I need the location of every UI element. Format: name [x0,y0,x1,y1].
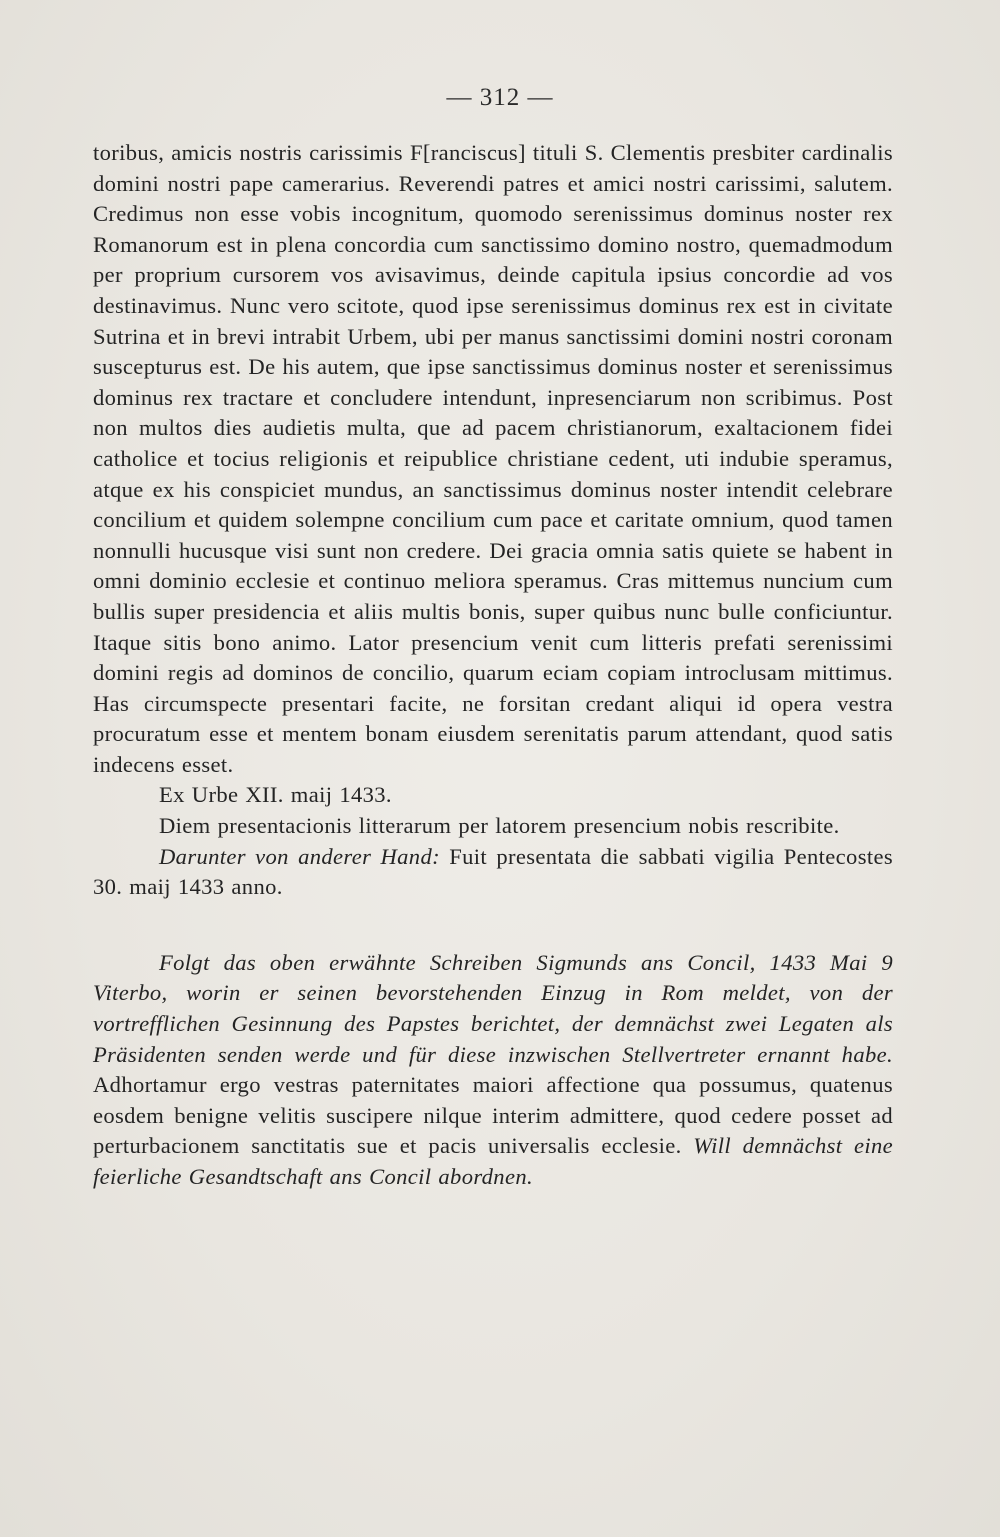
commentary-latin-quote: Adhortamur ergo vestras paternitates maiori affectione qua possumus, quatenus eosdem benigne velitis suscipere nilque interim admittere, quod cedere posset ad perturbacionem sanctitatis sue et pacis universalis ecclesie. [93,1072,893,1159]
note-text: Fuit presentata die sabbati vigilia Pentecostes 30. maij 1433 anno. [93,843,893,900]
commentary-intro: Folgt das oben erwähnte Schreiben Sigmunds ans Concil, 1433 Mai 9 Viterbo, worin er seinen bevorstehenden Einzug in Rom meldet, von der vortrefflichen Gesinnung des Papstes berichtet, der demnächst zwei Legaten als Präsidenten senden werde und für diese inzwischen Stellvertreter ernannt habe. [93,949,893,1067]
page-number: — 312 — [446,84,554,111]
letter-date: Ex Urbe XII. maij 1433. [159,782,392,808]
letter-postscript: Diem presentacionis litterarum per latorem presencium nobis rescribite. [159,813,840,839]
presentation-note [93,842,893,903]
main-text [93,138,893,1193]
editorial-commentary [93,948,893,1193]
commentary-closing: Will demnächst eine feierliche Gesandtschaft ans Concil abordnen. [93,1133,893,1189]
note-label: Darunter von anderer Hand: [159,843,440,869]
letter-body: toribus, amicis nostris carissimis F[ranciscus] tituli S. Clementis presbiter cardinalis domini nostri pape camerarius. Reverendi patres et amici nostri carissimi, salutem. Credimus non esse vobis incognitum, quomodo serenissimus dominus noster rex Romanorum est in plena concordia cum sanctissimo domino nostro, quemadmodum per proprium cursorem vos avisavimus, deinde capitula ipsius concordie ad vos destinavimus. Nunc vero scitote, quod ipse serenissimus dominus rex est in civitate Sutrina et in brevi intrabit Urbem, ubi per manus sanctissimi domini nostri coronam suscepturus est. De his autem, que ipse sanctissimus dominus noster et serenissimus dominus rex tractare et concludere intendunt, inpresenciarum non scribimus. Post non multos dies audietis multa, que ad pacem christianorum, exaltacionem fidei catholice et tocius religionis et reipublice christiane cedent, uti indubie speramus, atque ex his conspiciet mundus, an sanctissimus dominus noster intendit celebrare concilium et quidem solempne concilium cum pace et caritate omnium, quod tamen nonnulli hucusque visi sunt non credere. Dei gracia omnia satis quiete se habent in omni dominio ecclesie et continuo meliora speramus. Cras mittemus nuncium cum bullis super presidencia et aliis multis bonis, super quibus nunc bulle conficiuntur. Itaque sitis bono animo. Lator presencium venit cum litteris prefati serenissimi domini regis ad dominos de concilio, quarum eciam copiam introclusam mittimus. Has circumspecte presentari facite, ne forsitan credant aliqui id opera vestra procuratum esse et mentem bonam eiusdem serenitatis parum attendant, quod satis indecens esset. [93,140,893,777]
